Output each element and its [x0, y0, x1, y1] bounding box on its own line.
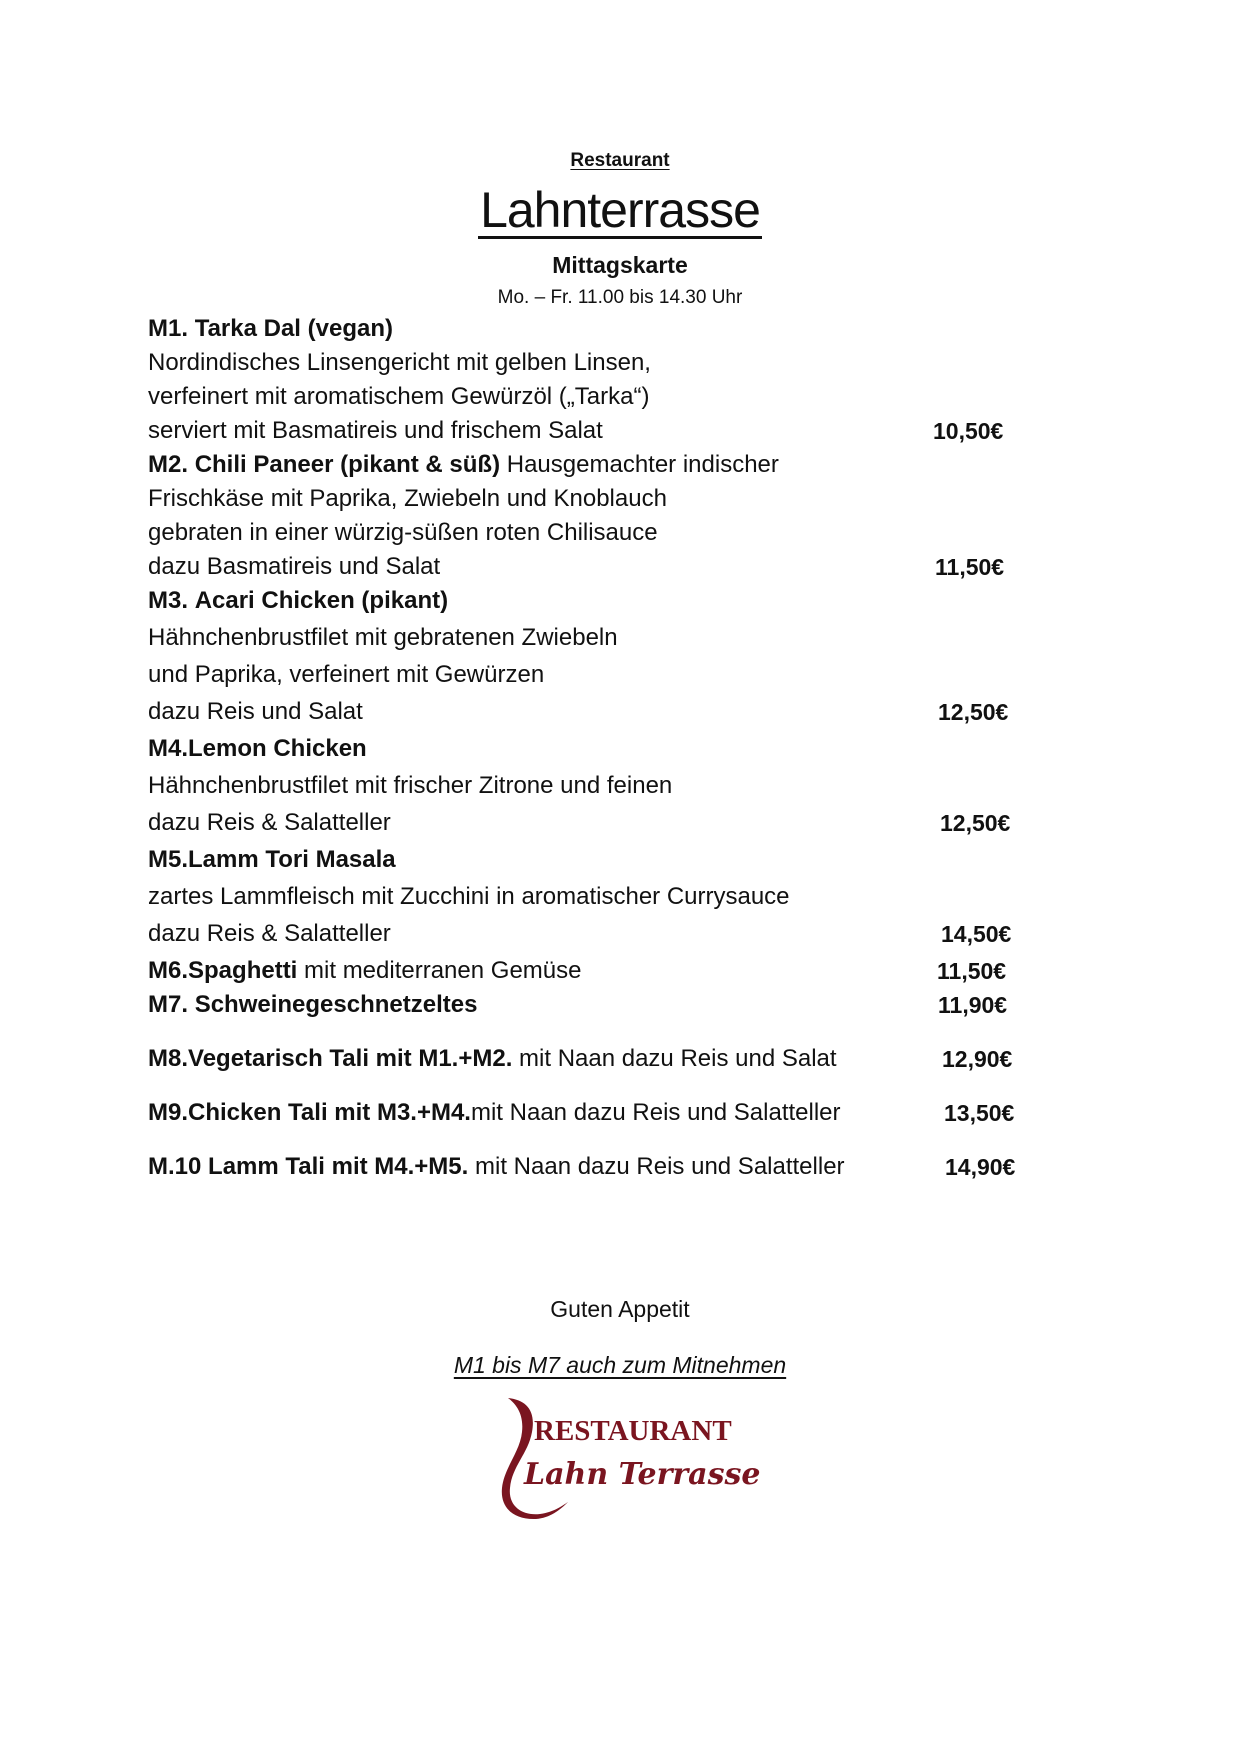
item-inline-description: mit Naan dazu Reis und Salat — [519, 1045, 837, 1072]
item-inline-description: Hausgemachter indischer — [506, 451, 779, 478]
item-name: Chili Paneer (pikant & süß) — [194, 451, 501, 478]
item-inline-description: mit Naan dazu Reis und Salatteller — [475, 1153, 845, 1180]
item-code: M7. — [148, 991, 189, 1018]
item-price: 11,90€ — [938, 992, 1008, 1018]
item-price: 13,50€ — [944, 1100, 1015, 1126]
menu-item-heading — [148, 312, 393, 346]
menu-item-heading — [148, 1150, 845, 1184]
item-description-line: Hähnchenbrustfilet mit frischer Zitrone und feinen — [148, 772, 673, 799]
menu-item-heading — [148, 843, 396, 877]
item-description-line: Hähnchenbrustfilet mit gebratenen Zwiebeln — [148, 624, 618, 651]
item-code: M8. — [148, 1045, 189, 1072]
item-name: Lemon Chicken — [188, 735, 367, 762]
takeaway-note — [0, 1352, 1240, 1379]
item-description-line: gebraten in einer würzig-süßen roten Chilisauce — [148, 519, 658, 546]
item-description-line: dazu Reis & Salatteller — [148, 920, 391, 947]
menu-item-heading — [148, 1096, 841, 1130]
item-inline-description: mit Naan dazu Reis und Salatteller — [470, 1099, 841, 1126]
greeting: Guten Appetit — [550, 1296, 690, 1322]
item-inline-description: mit mediterranen Gemüse — [304, 957, 582, 984]
item-price: 14,50€ — [941, 921, 1012, 947]
menu-item-heading — [148, 448, 779, 482]
item-name: Tarka Dal (vegan) — [194, 315, 393, 342]
kicker-text: Restaurant — [570, 150, 670, 171]
item-price: 11,50€ — [937, 958, 1007, 984]
item-code: M4. — [148, 735, 189, 762]
opening-hours: Mo. – Fr. 11.00 bis 14.30 Uhr — [497, 287, 743, 308]
menu-item-heading — [148, 988, 477, 1022]
menu-subtitle: Mittagskarte — [552, 252, 688, 278]
item-name: Acari Chicken (pikant) — [194, 587, 449, 614]
item-description-line: Nordindisches Linsengericht mit gelben Linsen, — [148, 349, 651, 376]
item-price: 11,50€ — [935, 554, 1005, 580]
item-code: M.10 — [148, 1153, 202, 1180]
item-code: M2. — [148, 451, 189, 478]
item-description-line: dazu Reis & Salatteller — [148, 809, 391, 836]
item-code: M5. — [148, 846, 189, 873]
menu-item-heading — [148, 954, 581, 988]
item-name: Schweinegeschnetzeltes — [194, 991, 478, 1018]
item-code: M3. — [148, 587, 189, 614]
restaurant-title — [0, 180, 1240, 240]
takeaway-text: M1 bis M7 auch zum Mitnehmen — [453, 1352, 787, 1378]
item-description-line: zartes Lammfleisch mit Zucchini in aromatischer Currysauce — [148, 883, 790, 910]
item-description-line: Frischkäse mit Paprika, Zwiebeln und Knoblauch — [148, 485, 667, 512]
item-price: 10,50€ — [933, 418, 1004, 444]
item-name: Chicken Tali mit M3.+M4. — [188, 1099, 471, 1126]
item-description-line: dazu Basmatireis und Salat — [148, 553, 441, 580]
menu-item-heading — [148, 584, 448, 618]
item-price: 12,50€ — [940, 810, 1011, 836]
item-description-line: und Paprika, verfeinert mit Gewürzen — [148, 661, 545, 688]
item-code: M9. — [148, 1099, 189, 1126]
item-price: 12,50€ — [938, 699, 1009, 725]
item-description-line: verfeinert mit aromatischem Gewürzöl („Tarka“) — [148, 383, 650, 410]
title-text: Lahnterrasse — [480, 182, 760, 238]
item-name: Lamm Tori Masala — [188, 846, 396, 873]
logo-graphic — [496, 1392, 761, 1522]
restaurant-logo — [496, 1392, 761, 1522]
item-name: Spaghetti — [188, 957, 298, 984]
item-code: M6. — [148, 957, 189, 984]
item-price: 14,90€ — [945, 1154, 1016, 1180]
header-kicker — [0, 150, 1240, 172]
logo-line-1: RESTAURANT — [534, 1415, 732, 1447]
item-name: Vegetarisch Tali mit M1.+M2. — [188, 1045, 513, 1072]
item-description-line: dazu Reis und Salat — [148, 698, 363, 725]
menu-item-heading — [148, 732, 367, 766]
menu-item-heading — [148, 1042, 837, 1076]
logo-line-2: Lahn Terrasse — [524, 1457, 761, 1492]
item-code: M1. — [148, 315, 189, 342]
item-price: 12,90€ — [942, 1046, 1013, 1072]
item-description-line: serviert mit Basmatireis und frischem Salat — [148, 417, 603, 444]
item-name: Lamm Tali mit M4.+M5. — [208, 1153, 469, 1180]
